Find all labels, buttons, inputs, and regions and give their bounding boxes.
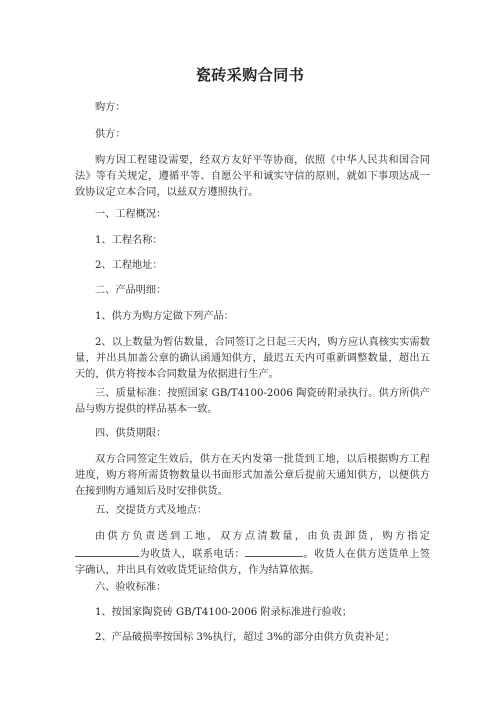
section-4-paragraph: 双方合同签定生效后，供方在天内发第一批货到工地，以后根据购方工程进度，购方将所需货物数量以书面形式加盖公章后提前天通知供方，以便供方在接到购方通知后及时安排供货。 — [75, 454, 430, 497]
section-5-heading: 五、交提货方式及地点： — [95, 505, 208, 516]
section-1-heading: 一、工程概况： — [95, 209, 167, 220]
receiver-name-blank[interactable] — [75, 545, 139, 557]
phone-blank[interactable] — [245, 545, 303, 557]
section-6-item-2: 2、产品破损率按国标 3%执行，超过 3%的部分由供方负责补足； — [95, 632, 395, 643]
section-2-item-1: 1、供方为购方定做下列产品： — [95, 311, 234, 322]
section-2-heading: 二、产品明细： — [95, 285, 167, 296]
buyer-line: 购方： — [95, 102, 126, 113]
section-3-quality: 三、质量标准：按照国家 GB/T4100-2006 陶瓷砖附录执行。供方所供产品与购方提供的样品基本一致。 — [75, 388, 430, 415]
section-4-heading: 四、供货期限： — [95, 428, 167, 439]
supplier-line: 供方： — [95, 129, 126, 140]
delivery-text-c: 。收货人在供方送货单上签字确认，并出具有效收货凭证给供方，作为结算依据。 — [75, 549, 431, 576]
delivery-text-a: 由供方负责送到工地，双方点清数量，由负责卸货，购方指定 — [95, 531, 430, 542]
section-2-item-2: 2、以上数量为暂估数量，合同签订之日起三天内，购方应认真核实实需数量，并出具加盖公章的确认函通知供方，最迟五天内可重新调整数量，超出五天的，供方将按本合同数量为依据进行生产。 — [75, 337, 430, 380]
section-5-paragraph — [75, 529, 430, 579]
document-title: 瓷砖采购合同书 — [195, 66, 305, 84]
delivery-text-b: 为收货人，联系电话： — [139, 549, 246, 560]
section-6-heading: 六、验收标准： — [95, 582, 167, 593]
intro-paragraph: 购方因工程建设需要，经双方友好平等协商，依照《中华人民共和国合同法》等有关规定，遵循平等、自愿公平和诚实守信的原则，就如下事项达成一致协议定立本合同，以兹双方遵照执行。 — [75, 155, 430, 198]
project-name-line: 1、工程名称： — [95, 235, 163, 246]
project-address-line: 2、工程地址： — [95, 260, 163, 271]
section-6-item-1: 1、按国家陶瓷砖 GB/T4100-2006 附录标准进行验收； — [95, 607, 353, 618]
